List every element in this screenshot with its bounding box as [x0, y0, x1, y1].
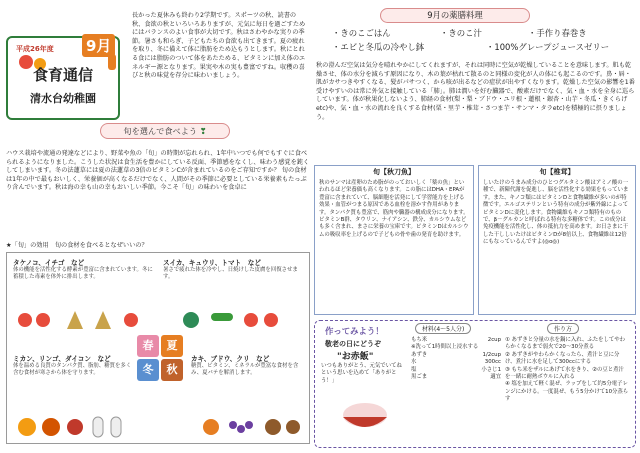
material-row	[411, 367, 501, 374]
autumn-note: 秋の澄んだ空気は気分を晴れやかにしてくれますが、それは同時に空気が乾燥していることを意味します。肌も乾燥させ、体の水分を減らす原因になり、木の葉が枯れて散るのと同様の変化が人の体にも起こるのです。鼻・唇・肌がカサつきやすくなる、髪がパサつく、から咳が出るなどの症状が出やすくなります。乾燥した空気の影響を1番受けやすいのは常に外気と接触している「肺」。肺は潤いを好む臓器で、酸素だけでなく、気・血・水を全身に巡らしています。体が秋果化しないよう、肺経の食材(梨・梨・ブドウ・ユリ根・蓮根・銀杏・山芋・冬瓜・きくらげetc)や、気・血・水の流れを良くする食材(栗・里芋・椎茸・さつま芋・サンマ・タラetc)を積極的に摂りましょう。	[316, 62, 635, 121]
winter-section	[13, 353, 133, 377]
material-name: もち米	[411, 337, 428, 343]
material-amount: 小さじ1	[481, 366, 501, 373]
newsletter-header-card	[6, 36, 120, 120]
method-tag: 作り方	[547, 323, 579, 334]
menu-item: ・手作り春巻き	[528, 28, 587, 38]
autumn-body: 糖質、ビタミン、ミネラルが豊富な食材を含み、夏バテを解消します。	[191, 363, 299, 377]
recipe-box	[314, 320, 636, 448]
school-name: 清水台幼稚園	[30, 92, 96, 105]
winter-label: 冬	[137, 359, 159, 381]
menu-item: ・100%グレープジュースゼリー	[486, 42, 610, 52]
material-name: あずき	[411, 351, 428, 358]
spring-title: タケノコ、イチゴ など	[13, 259, 85, 267]
summer-section	[163, 257, 305, 281]
method-step: ② あずきがやわらかくなったら、煮汁と豆に分け、煮汁に水を足して300ccにする	[505, 351, 620, 366]
material-amount: 1/2cup	[482, 351, 501, 358]
material-row	[411, 374, 501, 381]
newsletter-title: 食育通信	[32, 66, 93, 84]
materials-tag: 材料(4〜5人分)	[415, 323, 471, 334]
material-amount: 適宜	[490, 374, 501, 381]
winter-body: 体を温める良質のタンパク質、脂肪、糖質を多く含む食材が寒さから体を守ります。	[13, 363, 132, 377]
autumn-title: カキ、ブドウ、クリ など	[191, 355, 270, 363]
summer-spring-food-icons	[15, 309, 305, 331]
summer-body: 暑さで疲れた体を冷やし、日焼けした皮膚を回復させます。	[163, 267, 298, 281]
mushroom-box-body: しいたけのうまみ成分のひとつグルタミン酸はアミノ酸の一種で、新陳代謝を促進し、脳を活性化する効果をもっています。また、キノコ類にはビタミンDと食物繊維が多いのが特徴です。エルゴステリンという特有の成分が紫外線によってビタミンDに変化します。食物繊維もキノコ類特有のもので、β－グルカンと呼ばれる特有な多糖体です。この成分は免疫機能を活性化し、体の抵抗力を高めます。お日さまに干した干ししいたけはビタミンDが8倍以上、食物繊維は12倍にもなっているんですよ(◎o◎)	[483, 180, 629, 246]
mushroom-box	[478, 165, 636, 315]
material-row	[411, 352, 501, 359]
recipe-dish-name: "お赤飯"	[337, 352, 374, 362]
method-steps	[505, 337, 629, 404]
method-step: ③ もち米をザルにあげて水をきり、②の豆と煮汁を一緒に耐熱ボウルに入れる	[505, 366, 624, 381]
recipe-title: 作ってみよう！	[325, 326, 384, 336]
mushroom-box-title: 旬【椎茸】	[539, 168, 575, 176]
fish-box-title: 旬【秋刀魚】	[373, 168, 415, 176]
material-name: 水	[411, 359, 417, 366]
menu-item: ・きのこごはん	[332, 28, 391, 38]
autumn-label: 秋	[161, 359, 183, 381]
summer-label: 夏	[161, 335, 183, 357]
method-step: ④ 塩を加えて軽く混ぜ、ラップをして約5分電子レンジにかける。一度混ぜ、もう5分かけて10分蒸らす	[505, 381, 629, 403]
shun-banner-text: 旬を選んで食べよう	[123, 126, 198, 136]
material-name: 塩	[411, 366, 417, 373]
heart-icon: ❣	[199, 126, 207, 136]
recipe-subtitle: 敬老の日にどうぞ	[325, 340, 381, 348]
spring-body: 体の機能を活性化する酵素が豊富に含まれています。冬に蓄積した毒素を体外に排出します。	[13, 267, 153, 281]
month-label: 9月	[82, 34, 115, 57]
material-name: 黒ごま	[411, 374, 428, 381]
winter-autumn-food-icons	[15, 413, 305, 439]
fish-box	[314, 165, 474, 315]
winter-title: ミカン、リンゴ、ダイコン など	[13, 355, 111, 363]
intro-text: 長かった夏休みも終わり2学期です。スポーツの秋、読書の秋、食欲の秋といろいろありますが、元気に毎日を過ごすためにはバランスのよい食事が大切です。秋はさわやかな実りの季節。暑さも和らぎ、子どもたちの食欲も出てきます。夏の疲れを取り、冬に備えて体に脂肪をため込もうとします。秋にとれる食には脂肪のついて体をあたためる、ビタミンに加え体のエネルギー源となります。果実や木の実も豊富ですね。収穫の喜びと秋の味覚を存分に味わいましょう。	[132, 12, 306, 80]
menu-banner: 9月の薬膳料理	[380, 8, 530, 23]
effect-title: ★「旬」の効用 旬の食材を食べるとなぜいいの？	[6, 242, 148, 249]
fish-box-body: 秋のサンマは産卵のため脂がのっておいしく「薬の魚」といわれるほど栄養価も高くなります。この脂にはDHA・EPAが豊富に含まれていて、脳細胞を活発にして学習能力を上げる効果・血管がつまる原因である血栓を溶かす作用があります。タンパク質も豊富で、筋肉や臓器の構成成分になります。ビタミンB群、タウリン、ナイアシン、鉄分、カルシウムなども多く含まれ、まさに栄養の宝庫です。ビタミンDはカルシウムの吸収率を上げるので子どもの骨や歯の発育を助けます。	[319, 180, 469, 238]
material-note: ※洗って1時間以上浸水する	[411, 344, 479, 351]
shun-body: ハウス栽培や流通の発達などにより、野菜や魚の「旬」の時期が忘れられ、1年中いつでも何でもすぐに食べられるようになりました。こうした状況は食生活を豊かにしている反面、季節感をなくし、味わう感覚を鈍くしてしまいます。冬の法蓮草には夏の法蓮草の3倍のビタミンCが含まれているのをご存知ですか？ 旬の食材は1年の中で最もおいしく、栄養価が高くなるだけでなく、人間がその季節に必要としている栄養素もたっぷり含んでいます。秋は海の幸も山の幸もおいしい季節。今こそ「旬」の味わいを食卓に	[6, 150, 310, 192]
materials-list	[411, 337, 501, 381]
material-amount: 2cup	[487, 337, 501, 343]
rice-bowl-icon	[335, 393, 395, 437]
menu-item: ・きのこ汁	[440, 28, 482, 38]
year-label: 平成26年度	[16, 45, 54, 53]
material-row	[411, 359, 501, 366]
summer-title: スイカ、キュウリ、トマト など	[163, 259, 261, 267]
autumn-section	[191, 353, 305, 377]
shun-banner	[100, 123, 230, 139]
recipe-note: いつもありがとう、元気でいてねという思いを込めて「ありがとう！」	[321, 363, 402, 384]
method-step: ① あずきと分量の水を鍋に入れ、ふたをしてやわらかくなるまで弱火で20〜30分煮る	[505, 337, 626, 351]
spring-label: 春	[137, 335, 159, 357]
spring-section	[13, 257, 153, 281]
menu-item: ・エビと冬瓜の冷やし鉢	[332, 42, 425, 52]
season-grid	[6, 252, 310, 444]
material-amount: 300cc	[484, 359, 501, 366]
